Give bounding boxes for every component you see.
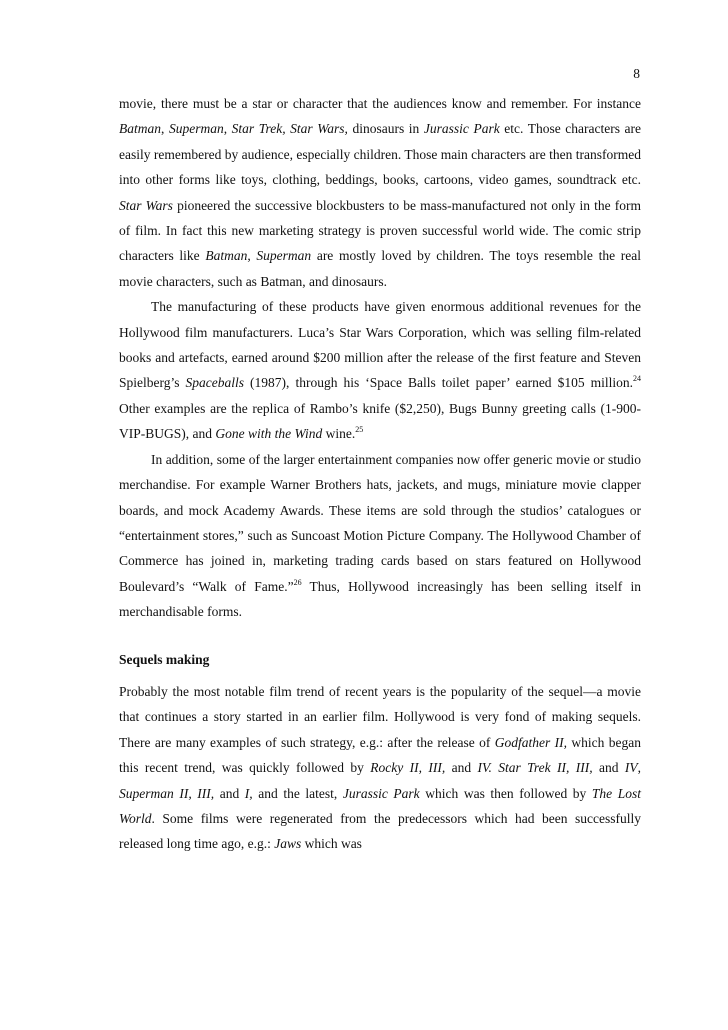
text-run: Other examples are the replica of Rambo’s knife ($2,250), Bugs Bunny greeting calls (1-900-VIP-BUGS), and [119, 400, 641, 442]
footnote-ref: 25 [355, 425, 364, 435]
text-run: which was then followed by [419, 785, 592, 801]
italic-title: Rocky II, III, [370, 760, 446, 776]
page-body [119, 91, 641, 857]
text-run: , [161, 121, 169, 137]
italic-title: Gone with the Wind [215, 426, 323, 442]
footnote-ref: 24 [633, 374, 641, 384]
text-run: which was [301, 836, 362, 852]
italic-title: Jurassic Park [423, 121, 500, 137]
text-run: , [223, 121, 232, 137]
italic-title: IV [624, 760, 638, 776]
text-run: and [592, 760, 625, 776]
italic-title: Jurassic Park [342, 785, 420, 801]
footnote-ref: 26 [293, 577, 302, 587]
page-number: 8 [633, 66, 640, 81]
text-run: and the latest, [252, 785, 343, 801]
paragraph-sequels [119, 679, 641, 857]
italic-title: Superman [256, 248, 312, 264]
text-run: etc. Those characters are easily remembered by audience, especially children. Those main characters are then transformed into other forms like toys, clothing, beddings, books, cartoons, video games, soundtrack etc. [119, 121, 642, 188]
italic-title: Godfather II, [494, 734, 568, 750]
text-run: , [637, 760, 642, 776]
section-heading: Sequels making [119, 651, 210, 667]
text-run: (1987), through his ‘Space Balls toilet paper’ earned $105 million. [244, 375, 633, 391]
text-run: Probably the most notable film trend of recent years is the popularity of the sequel—a movie that continues a story started in an earlier film. Hollywood is very fond of making sequels. There are many examples of such strategy, e.g.: after the release of [119, 683, 641, 750]
paragraph-revenues [119, 294, 641, 446]
text-run: and [214, 785, 245, 801]
italic-title: IV. Star Trek II, III, [477, 760, 593, 776]
text-run: In addition, some of the larger entertainment companies now offer generic movie or studio merchandise. For example Warner Brothers hats, jackets, and mugs, miniature movie clapper boards, and mock Academy Awards. These items are sold through the studios’ catalogues or “entertainment stores,” such as Suncoast Motion Picture Company. The Hollywood Chamber of Commerce has joined in, marketing trading cards based on stars featured on Hollywood Boulevard’s “Walk of Fame.” [119, 451, 641, 594]
text-run: The manufacturing of these products have given enormous additional revenues for the Hollywood film manufacturers. Luca’s Star Wars Corporation, which was selling film-related books and artefacts, earned around $200 million after the release of the first feature and Steven Spielberg’s [119, 299, 641, 391]
paragraph-merchandise-intro [119, 91, 641, 294]
italic-title: I, [244, 785, 253, 801]
text-run: which began this recent trend, was quickly followed by [119, 734, 641, 776]
text-run: , [247, 248, 257, 264]
text-run: . Some films were regenerated from the predecessors which had been successfully released long time ago, e.g.: [119, 810, 641, 852]
paragraph-generic-merchandise [119, 447, 641, 625]
italic-title: Jaws [274, 836, 302, 852]
text-run: and [445, 760, 478, 776]
text-run: dinosaurs in [347, 121, 424, 137]
italic-title: The Lost World [119, 785, 641, 826]
italic-title: Superman II, III, [119, 785, 215, 801]
italic-title: Star Trek, Star Wars, [231, 121, 348, 137]
text-run: are mostly loved by children. The toys resemble the real movie characters, such as Batman, and dinosaurs. [119, 248, 641, 289]
text-run: Thus, Hollywood increasingly has been selling itself in merchandisable forms. [119, 578, 641, 620]
italic-title: Superman [168, 121, 224, 137]
italic-title: Batman [119, 121, 161, 137]
italic-title: Spaceballs [185, 375, 245, 391]
italic-title: Batman [205, 248, 248, 264]
text-run: movie, there must be a star or character that the audiences know and remember. For instance [119, 96, 641, 111]
text-run: wine. [322, 426, 356, 442]
italic-title: Star Wars [119, 197, 173, 213]
text-run: pioneered the successive blockbusters to be mass-manufactured not only in the form of film. In fact this new marketing strategy is proven successful world wide. The comic strip characters like [119, 197, 641, 264]
